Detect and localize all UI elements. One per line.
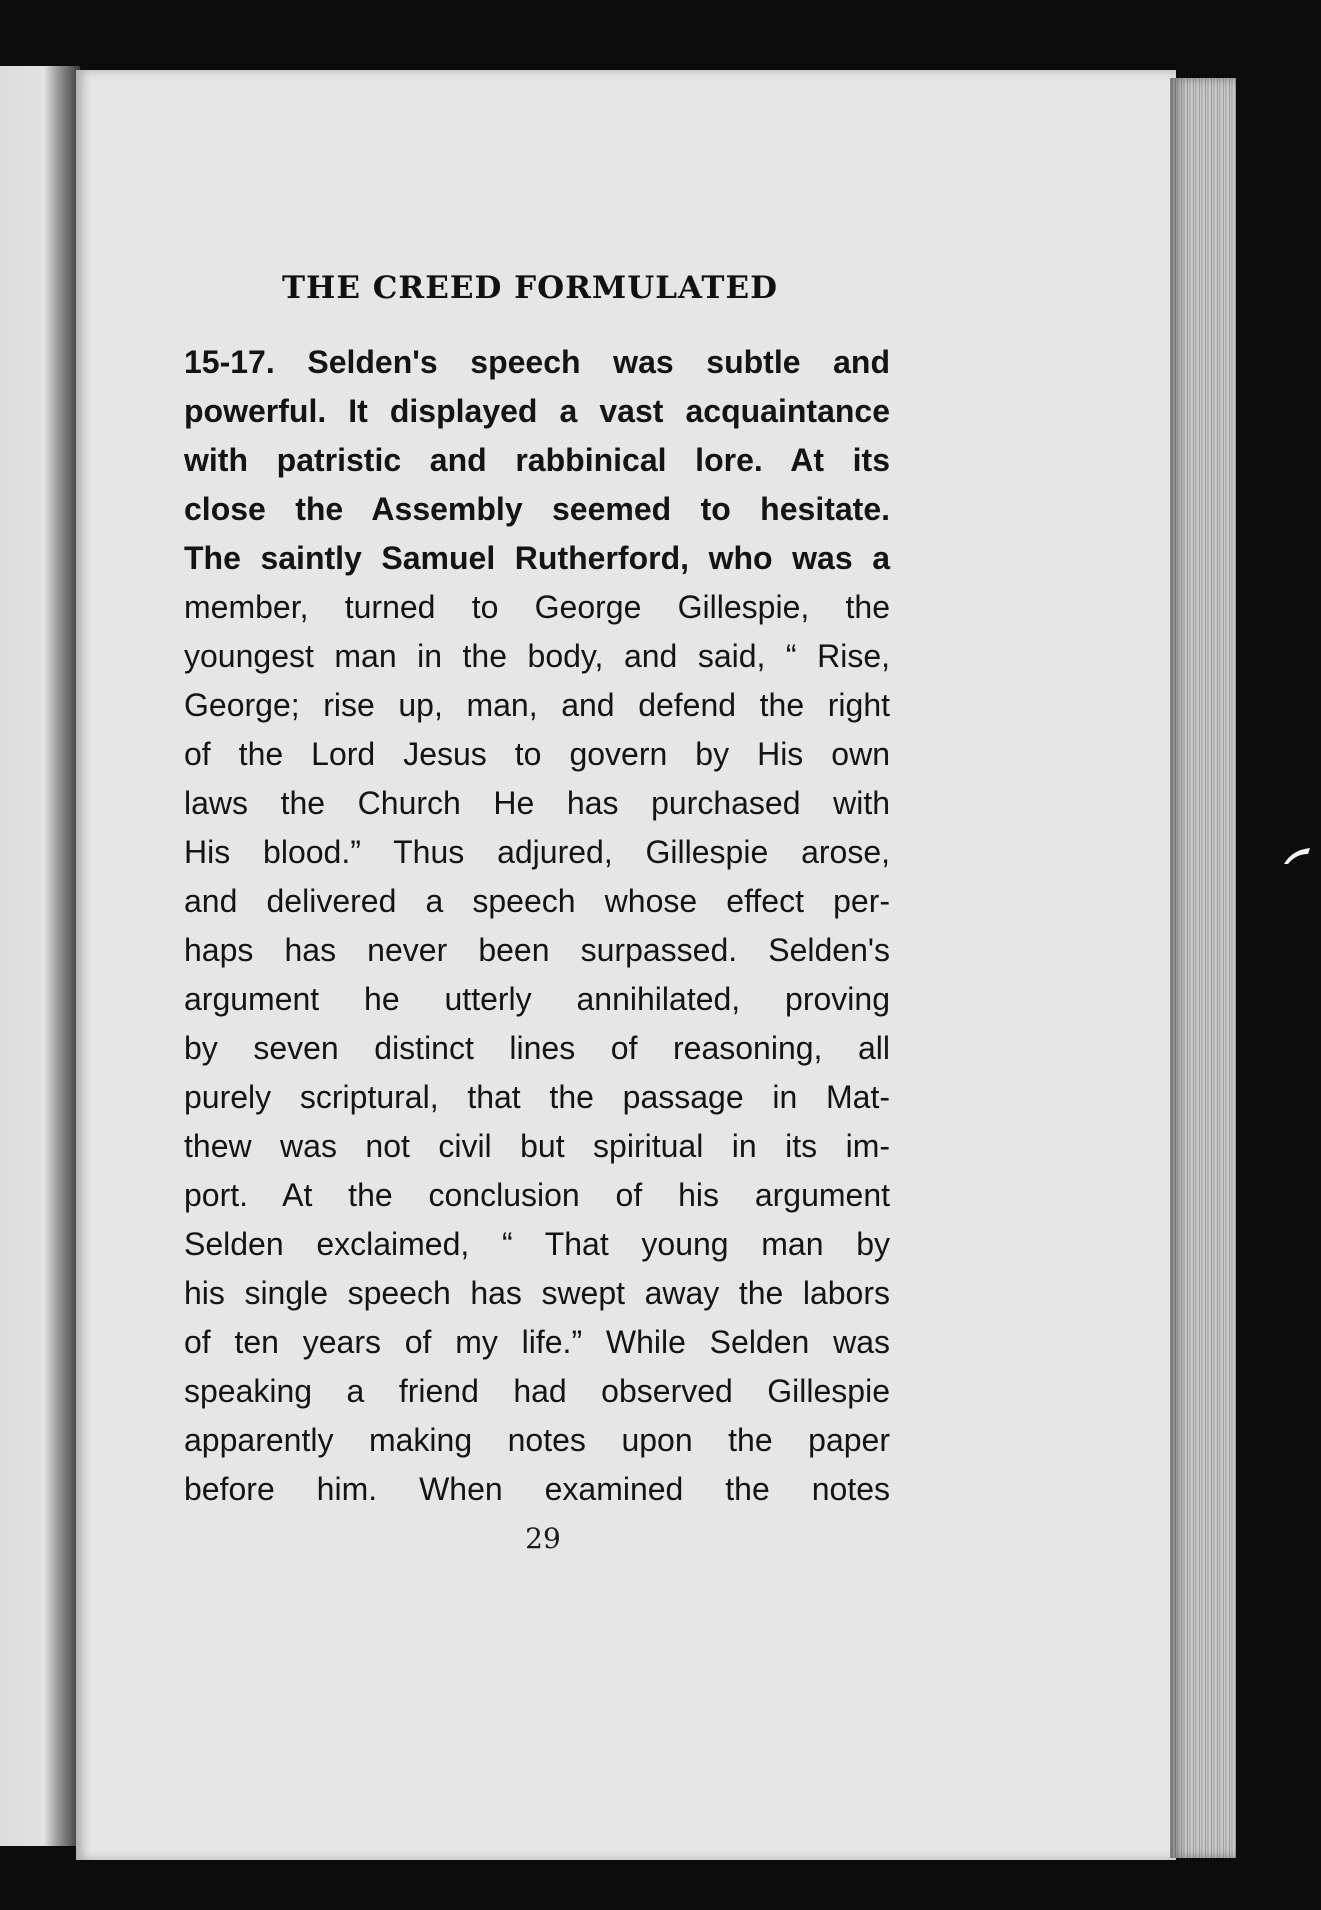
text-line: Selden exclaimed, “ That young man by	[184, 1226, 890, 1262]
text-line: George; rise up, man, and defend the right	[184, 687, 890, 723]
right-page-edges	[1170, 78, 1236, 1858]
text-line: laws the Church He has purchased with	[184, 785, 890, 821]
text-line: The saintly Samuel Rutherford, who was a	[184, 540, 890, 576]
body-text	[184, 338, 890, 1514]
page-number: 29	[525, 1522, 561, 1555]
text-line: His blood.” Thus adjured, Gillespie arose,	[184, 834, 890, 870]
text-line: powerful. It displayed a vast acquaintance	[184, 393, 890, 429]
running-head: THE CREED FORMULATED	[281, 270, 778, 306]
text-line: member, turned to George Gillespie, the	[184, 589, 890, 625]
left-page-edge	[0, 66, 80, 1846]
text-line: with patristic and rabbinical lore. At its	[184, 442, 890, 478]
text-line: his single speech has swept away the labors	[184, 1275, 890, 1311]
text-line: thew was not civil but spiritual in its im-	[184, 1128, 890, 1164]
text-line: speaking a friend had observed Gillespie	[184, 1373, 890, 1409]
text-line: of ten years of my life.” While Selden was	[184, 1324, 890, 1360]
text-line: close the Assembly seemed to hesitate.	[184, 491, 890, 527]
text-line: 15-17. Selden's speech was subtle and	[184, 344, 890, 380]
text-line: youngest man in the body, and said, “ Rise,	[184, 638, 890, 674]
text-line: before him. When examined the notes	[184, 1471, 890, 1507]
text-line: port. At the conclusion of his argument	[184, 1177, 890, 1213]
text-line: apparently making notes upon the paper	[184, 1422, 890, 1458]
text-line: of the Lord Jesus to govern by His own	[184, 736, 890, 772]
text-line: and delivered a speech whose effect per-	[184, 883, 890, 919]
text-line: by seven distinct lines of reasoning, all	[184, 1030, 890, 1066]
text-line: argument he utterly annihilated, proving	[184, 981, 890, 1017]
text-line: haps has never been surpassed. Selden's	[184, 932, 890, 968]
page-marker-icon	[1282, 846, 1312, 866]
text-line: purely scriptural, that the passage in Mat-	[184, 1079, 890, 1115]
